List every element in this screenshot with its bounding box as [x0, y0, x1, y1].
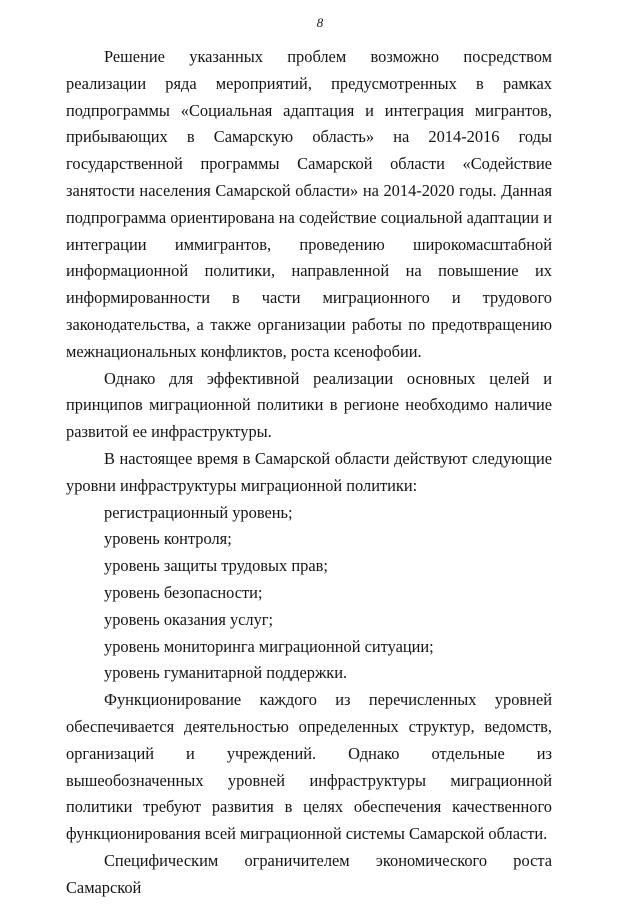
paragraph-subprogram: Решение указанных проблем возможно посредством реализации ряда мероприятий, предусмотренных в рамках подпрограммы «Социальная адаптация и интеграция мигрантов, прибывающих в Самарскую область» на 2014-2016 годы государственной программы Самарской области «Содействие занятости населения Самарской области» на 2014-2020 годы. Данная подпрограмма ориентирована на содействие социальной адаптации и интеграции иммигрантов, проведению широкомасштабной информационной политики, направленной на повышение их информированности в части миграционного и трудового законодательства, а также организации работы по предотвращению межнациональных конфликтов, роста ксенофобии. — [66, 47, 552, 361]
list-item: уровень безопасности; — [104, 582, 263, 602]
paragraph-continued: Специфическим ограничителем экономического роста Самарской — [66, 850, 552, 897]
list-item: регистрационный уровень; — [104, 502, 293, 522]
body-text — [66, 44, 552, 902]
list-item: уровень оказания услуг; — [104, 609, 274, 629]
paragraph-infrastructure-need: Однако для эффективной реализации основных целей и принципов миграционной политики в регионе необходимо наличие развитой ее инфраструктуры. — [66, 368, 552, 442]
page-number: 8 — [316, 15, 324, 30]
list-item: уровень контроля; — [104, 529, 232, 549]
paragraph-levels-intro: В настоящее время в Самарской области действуют следующие уровни инфраструктуры миграционной политики: — [66, 448, 552, 495]
list-item: уровень защиты трудовых прав; — [104, 556, 328, 576]
paragraph-functioning: Функционирование каждого из перечисленных уровней обеспечивается деятельностью определенных структур, ведомств, организаций и учреждений. Однако отдельные из вышеобозначенных уровней инфраструктуры миграционной политики требуют развития в целях обеспечения качественного функционирования всей миграционной системы Самарской области. — [66, 690, 552, 844]
list-item: уровень мониторинга миграционной ситуации; — [104, 636, 434, 656]
list-item: уровень гуманитарной поддержки. — [104, 663, 348, 683]
